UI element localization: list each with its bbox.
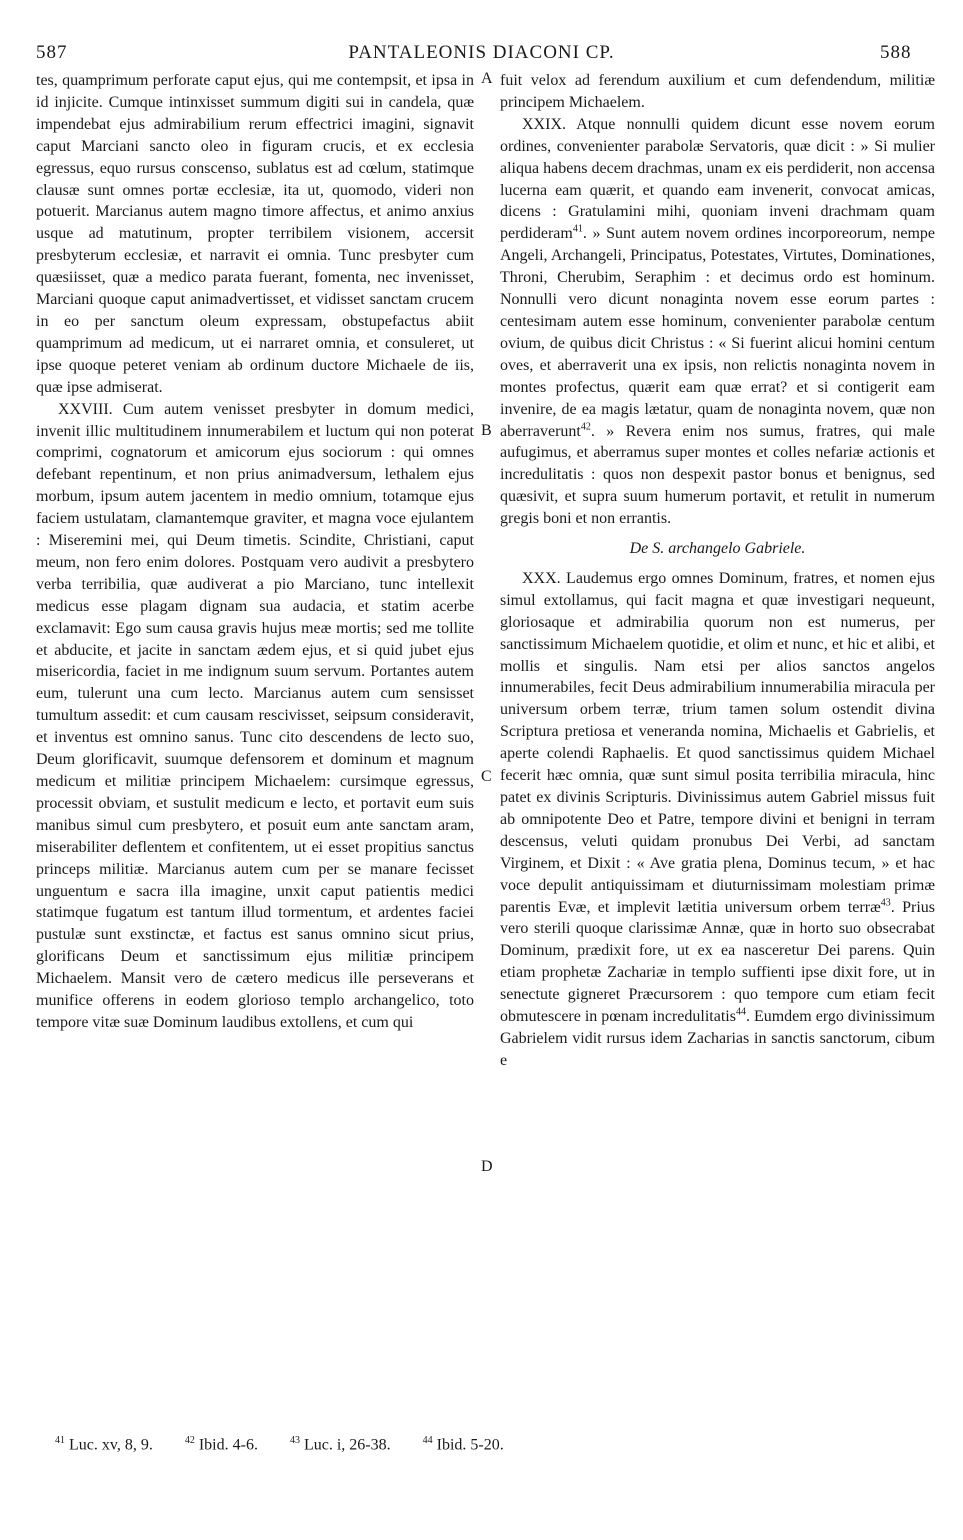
paragraph-xxix: XXIX. Atque nonnulli quidem dicunt esse novem eorum ordines, convenienter parabolæ Servatoris, quæ dicit : » Si mulier aliqua habens decem drachmas, unam ex eis perdiderit, non accensa lucerna eam quærit, et quando eam invenerit, convocat amicas, dicens : Gratulamini mihi, quoniam inveni drachmam quam perdideram$^{41}$. » Sunt autem novem ordines incorporeorum, nempe Angeli, Archangeli, Principatus, Potestates, Virtutes, Dominationes, Throni, Cherubim, Seraphim : et decimus ordo est hominum. Nonnulli vero dicunt nonaginta novem esse eorum partes : centesimam autem esse hominum, convenienter parabolæ centum ovium, de quibus dicit Christus : « Si fuerint alicui homini centum oves, et aberraverit una ex ipsis, non relictis nonaginta novem in montes profectus, quærit eam quæ errat? et si contigerit eam invenire, de ea magis lætatur, quam de nonaginta novem, quæ non aberraverunt$^{42}$. » Revera enim nos sumus, fratres, qui male aufugimus, et aberramus super montes et colles nefariæ actionis et incredulitatis : quos non despexit pastor bonus et benignus, sed quæsivit, et supra suum humerum portavit, et retulit in numerum gregis boni et non errantis.	[500, 115, 935, 528]
margin-marker-b: B	[481, 422, 492, 439]
footnote-ref: 44	[735, 1006, 746, 1018]
paragraph-xxx: XXX. Laudemus ergo omnes Dominum, fratres, et nomen ejus simul extollamus, qui facit magna et quæ investigari nequeunt, gloriosaque et admirabilia quorum non est numerus, per sanctissimum Michaelem quotidie, et olim et nunc, et hic et alibi, et mollis et singulis. Nam etsi per alios sanctos angelos innumerabiles, fecit Deus admirabilium innumerabilia miracula per universum orbem terræ, trium tamen solum ostendit divina Scriptura pretiosa et veneranda nomina, Michaelis et Gabrielis, et aperte colendi Raphaelis. Et quod sanctissimus quidem Michael fecerit hæc omnia, quæ sunt simul posita terribilia miracula, hinc patet ex divinis Scripturis. Divinissimus autem Gabriel missus fuit ab omnipotente Deo et Patre, tempore divini et benigni in terram descensus, veluti quidam pronubus Dei Verbi, ad sanctam Virginem, et Dixit : « Ave gratia plena, Dominus tecum, » et hac voce depulit antiquissimam et diuturnissimam molestiam primæ parentis Evæ, et implevit lætitia universum orbem terræ$^{43}$. Prius vero sterili quoque clarissimæ Annæ, quæ in horto suo obsecrabat Dominum, prædixit fore, ut ex ea nasceretur Dei parens. Quin etiam prophetæ Zachariæ in templo suffienti ipse dixit fore, ut in senectute gigneret Præcursorem : quo tempore cum etiam fecit obmutescere in pœnam incredulitatis$^{44}$. Eumdem ergo divinissimum Gabrielem vidit rursus idem Zacharias in sanctis sanctorum, cibum e	[500, 569, 935, 1069]
margin-marker-a: A	[481, 70, 493, 87]
footnote-ref: 41	[572, 224, 583, 236]
footnote: $^{42}$ Ibid. 4-6.	[184, 1435, 258, 1454]
running-title: PANTALEONIS DIACONI CP.	[348, 42, 615, 63]
right-column	[500, 70, 935, 1396]
paragraph: tes, quamprimum perforate caput ejus, qui me contempsit, et ipsa in id injicite. Cumque intinxisset summum digiti sui in candela, quæ impendebat ejus admirabilium rerum effectrici imagini, signavit caput Marciani sancto oleo in figuram crucis, et ex ecclesia egressus, equo rursus conscenso, sublatus est ad cœlum, statimque clausæ sunt omnes portæ ecclesiæ, ita ut, quomodo, videri non potuerit. Marcianus autem magno timore affectus, et animo anxius usque ad matutinum, propter terribilem visionem, accersit presbyterum ecclesiæ, et narravit ei omnia. Tunc presbyter cum quæsiisset, quæ a medico parata fuerant, fomenta, nec invenisset, Marciani quoque caput animadvertisset, et vidisset sanctam crucem in eo per sanctum oleum expressam, obstupefactus abiit quamprimum ad medicum, ut ei narraret omnia, et consuleret, ut ipse quoque peteret veniam ab ordinum ductore Michaele de iis, quæ ipse admiserat.	[36, 72, 474, 396]
page-number-right: 588	[880, 42, 912, 63]
footnote: $^{43}$ Luc. i, 26-38.	[289, 1435, 391, 1454]
section-heading: De S. archangelo Gabriele.	[629, 540, 806, 558]
page-number-left: 587	[36, 42, 68, 63]
footnote: $^{41}$ Luc. xv, 8, 9.	[55, 1435, 153, 1454]
left-column	[36, 70, 474, 1396]
footnote-ref: 42	[580, 421, 591, 433]
margin-marker-d: D	[481, 1158, 493, 1175]
paragraph-xxviii: XXVIII. Cum autem venisset presbyter in domum medici, invenit illic multitudinem innumerabilem et luctum qui non poterat comprimi, cognatorum et amicorum ejus sociorum : qui omnes defebant repentinum, et non prius animadversum, lethalem ejus morbum, ipsum autem jacentem in medio omnium, totamque ejus faciem ustulatam, clamantemque graviter, et magna voce ejulantem : Miseremini mei, qui Deum timetis. Scindite, Christiani, caput meum, non fero enim dolores. Postquam vero audivit a presbytero verba terribilia, quæ audiverat a pio Marciano, tunc intellexit medicus esse plagam dignam sua audacia, et statim acerbe exclamavit: Ego sum causa gravis hujus meæ mortis; sed me tollite et abducite, et jacite in sanctam ædem ejus, et si quid jubet ejus misericordia, faciet in me indignum suum servum. Portantes autem eum, tulerunt una cum lecto. Marcianus autem cum sensisset tumultum assedit: et cum causam rescivisset, seipsum consideravit, et inventus est omnino sanus. Tunc cito descendens de lecto suo, Deum glorificavit, suumque defensorem et dominum et magnum medicum et militiæ principem Michaelem: cursimque egressus, processit obviam, et sustulit medicum e lecto, et portavit eum suis manibus simul cum presbytero, et posuit eum ante sanctam aram, miserabiliter deflentem et confitentem, ut ei esset propitius sanctus princeps militiæ. Marcianus autem cum per se manare fecisset unguentum e sacra illa imagine, unxit caput patientis medici statimque fugatum est tantum illud tormentum, et ardentes faciei pustulæ sunt exstinctæ, et factus est sanus omnino sicut prius, glorificans Deum et sanctissimum ejus militiæ principem Michaelem. Mansit vero de cætero medicus ille perseverans et munifice offerens in eodem glorioso templo archangelico, toto tempore vitæ suæ Dominum laudibus extollens, et cum qui	[36, 400, 474, 1031]
footnote-ref: 43	[880, 897, 891, 909]
page-header	[0, 0, 963, 70]
margin-marker-c: C	[481, 768, 492, 785]
footnotes	[55, 1435, 955, 1454]
footnote: $^{44}$ Ibid. 5-20.	[422, 1435, 504, 1454]
paragraph: fuit velox ad ferendum auxilium et cum defendendum, militiæ principem Michaelem.	[500, 72, 935, 111]
